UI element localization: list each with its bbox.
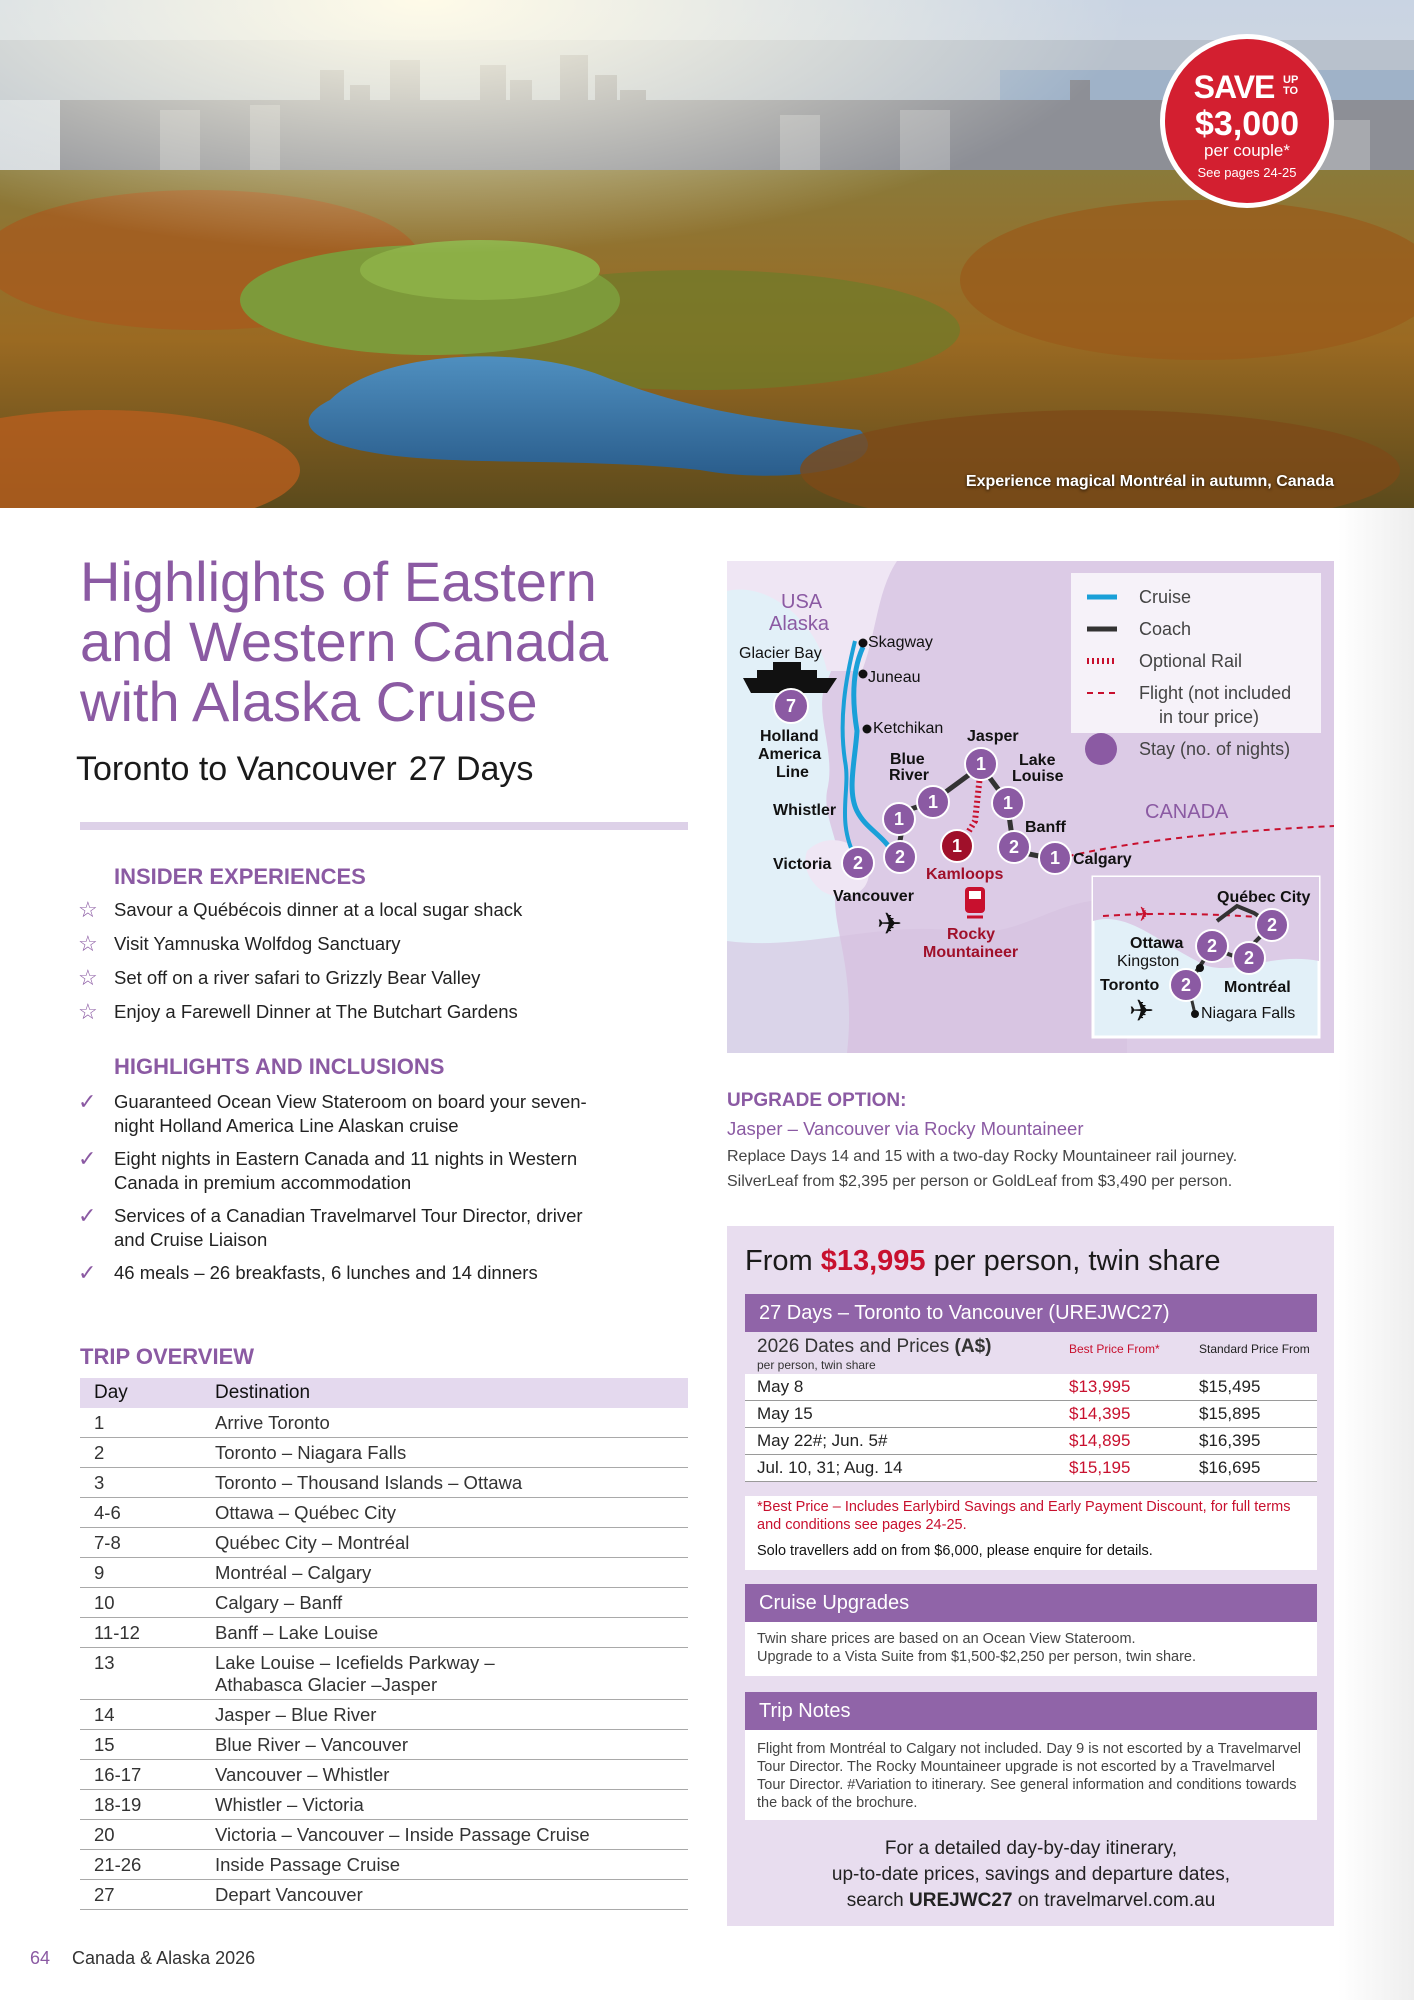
legend-cruise: Cruise [1139,587,1192,607]
label-montreal: Montréal [1224,979,1291,996]
legend-rail: Optional Rail [1139,651,1243,671]
legend-coach: Coach [1139,619,1192,639]
legend-stay: Stay (no. of nights) [1139,739,1291,759]
ketchikan-dot [863,725,872,734]
table-row: 16-17 Vancouver – Whistler [80,1760,688,1790]
svg-text:1: 1 [975,754,987,774]
legend-flight: Flight (not included [1139,683,1292,703]
price-notes [745,1496,1317,1570]
niagara-dot [1191,1010,1199,1018]
trip-overview-heading: TRIP OVERVIEW [80,1344,255,1369]
label-banff: Banff [1025,819,1066,836]
price-table-wrap [745,1332,1317,1482]
best-price-note: *Best Price – Includes Earlybird Savings and Early Payment Discount, for full terms and conditions see pages 24-25. [757,1499,1291,1533]
list-item: ✓ Guaranteed Ocean View Stateroom on board your seven-night Holland America Line Alaskan cruise [78,1089,587,1136]
brochure-label: Canada & Alaska 2026 [72,1948,256,1968]
label-juneau: Juneau [868,669,921,686]
table-row: 21-26 Inside Passage Cruise [80,1850,688,1880]
table-row: 15 Blue River – Vancouver [80,1730,688,1760]
detail-cta: For a detailed day-by-day itinerary, up-to-date prices, savings and departure dates, search UREJWC27 on travelmarvel.com.au [831,1838,1231,1911]
list-item: ☆ Visit Yamnuska Wolfdog Sanctuary [78,931,401,956]
label-usa: USA [781,591,823,613]
upgrade-subheading: Jasper – Vancouver via Rocky Mountaineer [727,1118,1084,1139]
route-label: Toronto to Vancouver [76,750,397,788]
list-item: ☆ Set off on a river safari to Grizzly Bear Valley [78,965,481,990]
table-row: 1 Arrive Toronto [80,1408,688,1438]
svg-text:Louise: Louise [1012,768,1064,785]
label-toronto: Toronto [1100,977,1160,994]
label-niagara-falls: Niagara Falls [1201,1005,1296,1022]
check-icon: ✓ [78,1089,97,1114]
train-icon [965,887,985,917]
insider-list [78,898,638,1034]
plane-icon: ✈ [877,908,903,941]
insider-heading: INSIDER EXPERIENCES [114,864,366,889]
table-row: 13 Lake Louise – Icefields Parkway – Athabasca Glacier –Jasper [80,1648,688,1700]
col-day: Day [80,1378,201,1408]
svg-text:2: 2 [1266,915,1278,935]
table-row: 14 Jasper – Blue River [80,1700,688,1730]
svg-text:7: 7 [785,696,797,716]
days-label: 27 Days [408,750,534,788]
label-calgary: Calgary [1073,851,1132,868]
label-quebec: Québec City [1217,889,1311,906]
label-lake-louise: Lake [1019,752,1056,769]
svg-text:River: River [889,767,930,784]
svg-text:2: 2 [852,853,864,873]
label-glacier-bay: Glacier Bay [739,645,822,662]
label-ottawa: Ottawa [1130,935,1184,952]
label-blue-river: Blue [890,751,925,768]
col-best-price: Best Price From* [1057,1332,1187,1374]
list-item: ✓ Services of a Canadian Travelmarvel Tour Director, driver and Cruise Liaison [78,1203,583,1250]
check-icon: ✓ [78,1203,97,1228]
list-item: ✓ 46 meals – 26 breakfasts, 6 lunches and 14 dinners [78,1260,538,1285]
upgrade-heading: UPGRADE OPTION: [727,1090,907,1111]
label-victoria: Victoria [773,856,832,873]
table-header-row [80,1378,688,1408]
page-title: Highlights of Eastern and Western Canada with Alaska Cruise [80,550,609,733]
table-row: 20 Victoria – Vancouver – Inside Passage Cruise [80,1820,688,1850]
col-standard-price: Standard Price From [1187,1332,1317,1374]
svg-text:1: 1 [951,836,963,856]
star-icon: ☆ [78,897,98,922]
hero-caption: Experience magical Montréal in autumn, Canada [965,473,1334,490]
save-badge [1160,34,1334,208]
badge-save: SAVE [1193,69,1275,105]
table-row: 10 Calgary – Banff [80,1588,688,1618]
list-item: ☆ Enjoy a Farewell Dinner at The Butchart Gardens [78,999,518,1024]
svg-text:America: America [758,746,822,763]
page-number: 64 [30,1948,51,1968]
label-whistler: Whistler [773,802,837,819]
highlights-heading: HIGHLIGHTS AND INCLUSIONS [114,1054,445,1079]
page-edge-shade [1338,508,1414,2000]
svg-text:1: 1 [893,809,905,829]
juneau-dot [859,670,868,679]
svg-text:Line: Line [776,764,809,781]
badge-see-pages: See pages 24-25 [1197,165,1297,180]
solo-note: Solo travellers add on from $6,000, please enquire for details. [757,1543,1153,1559]
skagway-dot [859,639,868,648]
price-table-title: 2026 Dates and Prices [757,1336,950,1357]
list-item: ✓ Eight nights in Eastern Canada and 11 nights in Western Canada in premium accommodation [78,1146,578,1193]
label-jasper: Jasper [967,728,1019,745]
star-icon: ☆ [78,931,98,956]
label-alaska: Alaska [769,613,830,635]
table-row: Jul. 10, 31; Aug. 14 $15,195 $16,695 [745,1455,1317,1482]
page-footer [30,1948,255,1969]
check-icon: ✓ [78,1260,97,1285]
cruise-upgrades-body: Twin share prices are based on an Ocean View Stateroom. Upgrade to a Vista Suite from $1,500-$2,250 per person, twin share. [745,1622,1317,1676]
tour-code-bar: 27 Days – Toronto to Vancouver (UREJWC27) [745,1294,1317,1332]
trip-overview-table [80,1378,688,1910]
svg-text:in tour price): in tour price) [1159,707,1260,727]
table-row: 2 Toronto – Niagara Falls [80,1438,688,1468]
cruise-upgrades-heading: Cruise Upgrades [745,1584,1317,1622]
badge-up-to: UP TO [1283,74,1299,97]
label-holland: Holland [760,728,819,745]
plane-icon: ✈ [1129,995,1155,1028]
table-row: 18-19 Whistler – Victoria [80,1790,688,1820]
plane-icon: ✈ [1135,904,1152,926]
table-row: May 15 $14,395 $15,895 [745,1401,1317,1428]
table-row: 9 Montréal – Calgary [80,1558,688,1588]
star-icon: ☆ [78,999,98,1024]
label-rocky-mountaineer: Rocky [947,926,996,943]
tour-code: UREJWC27 [909,1890,1013,1911]
svg-text:2: 2 [1180,975,1192,995]
table-row: 7-8 Québec City – Montréal [80,1528,688,1558]
trip-notes-body: Flight from Montréal to Calgary not included. Day 9 is not escorted by a Travelmarvel Tour Director. The Rocky Mountaineer upgrade is not escorted by a Travelmarvel Tour Director. #Variation to itinerary. See general information and conditions towards the back of the brochure. [745,1730,1317,1820]
badge-amount: $3,000 [1195,105,1299,143]
label-ketchikan: Ketchikan [873,720,944,737]
svg-text:1: 1 [1002,793,1014,813]
upgrade-body: Replace Days 14 and 15 with a two-day Rocky Mountaineer rail journey. SilverLeaf from $2,395 per person or GoldLeaf from $3,490 per person. [727,1148,1238,1190]
label-skagway: Skagway [868,634,933,651]
label-vancouver: Vancouver [833,888,914,905]
table-row: May 8 $13,995 $15,495 [745,1374,1317,1401]
table-row: 11-12 Banff – Lake Louise [80,1618,688,1648]
table-header-row: 2026 Dates and Prices (A$) per person, twin share Best Price From* Standard Price From [745,1332,1317,1374]
table-row: 4-6 Ottawa – Québec City [80,1498,688,1528]
from-price: From $13,995 per person, twin share [745,1245,1221,1277]
label-kamloops: Kamloops [926,866,1004,883]
route-map [727,561,1334,1053]
trip-notes-heading: Trip Notes [745,1692,1317,1730]
badge-per-couple: per couple* [1203,141,1290,160]
label-kingston: Kingston [1117,953,1180,970]
star-icon: ☆ [78,965,98,990]
kingston-dot [1196,964,1204,972]
svg-text:2: 2 [1008,837,1020,857]
page-subtitle [76,750,533,789]
col-destination: Destination [201,1378,688,1408]
svg-text:2: 2 [1243,948,1255,968]
svg-text:2: 2 [1206,936,1218,956]
title-divider [80,822,688,830]
price-table [745,1332,1317,1482]
table-row: 27 Depart Vancouver [80,1880,688,1910]
svg-text:Mountaineer: Mountaineer [923,944,1019,961]
label-canada: CANADA [1145,801,1229,823]
svg-text:1: 1 [927,792,939,812]
svg-text:2: 2 [894,847,906,867]
from-amount: $13,995 [820,1245,926,1277]
check-icon: ✓ [78,1146,97,1171]
highlights-list [78,1090,638,1294]
table-row: 3 Toronto – Thousand Islands – Ottawa [80,1468,688,1498]
website-link[interactable]: on travelmarvel.com.au [1017,1890,1216,1911]
table-row: May 22#; Jun. 5# $14,895 $16,395 [745,1428,1317,1455]
svg-text:1: 1 [1049,848,1061,868]
list-item: ☆ Savour a Québécois dinner at a local sugar shack [78,897,523,922]
